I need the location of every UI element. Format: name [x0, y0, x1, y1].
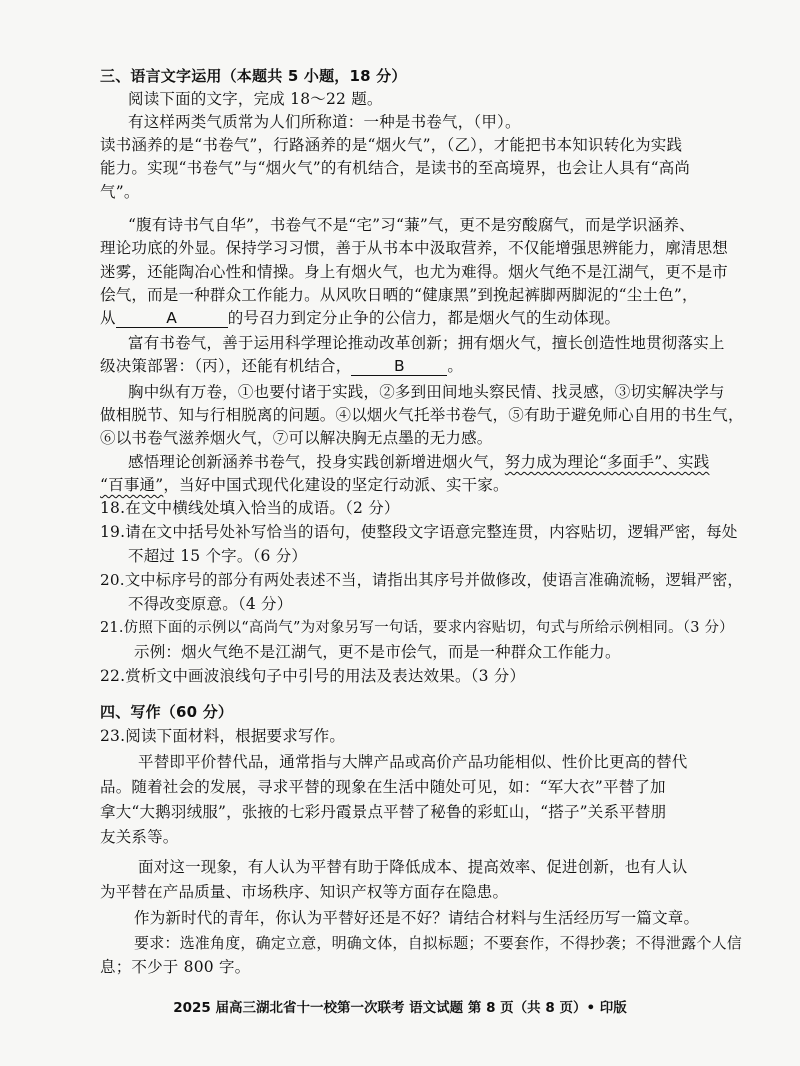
- passage-line: 迷雾，还能陶冶心性和情操。身上有烟火气，也尤为难得。烟火气绝不是江湖气，更不是市: [100, 263, 729, 281]
- passage-line: 侩气，而是一种群众工作能力。从风吹日晒的“健康黑”到挽起裤脚两脚泥的“尘土色”，: [100, 286, 698, 304]
- blank-a: A: [116, 310, 228, 328]
- wavy-underlined-text: “百事通”: [100, 476, 164, 494]
- question-18: 18.在文中横线处填入恰当的成语。（2 分）: [100, 499, 400, 517]
- passage-line: “腹有诗书气自华”，书卷气不是“宅”习“蒹”气，更不是穷酸腐气，而是学识涵养、: [128, 216, 695, 234]
- blank-b: B: [351, 358, 447, 376]
- line-a-suffix: 的号召力到定分止争的公信力，都是烟火气的生动体现。: [227, 309, 621, 327]
- passage-line: 能力。实现“书卷气”与“烟火气”的有机结合，是读书的至高境界，也会让人具有“高尚: [100, 159, 691, 177]
- passage-line-blank-b: [100, 356, 463, 376]
- passage-line: 气”。: [100, 183, 140, 201]
- question-23: 23.阅读下面材料，根据要求写作。: [100, 727, 346, 745]
- section3-heading: 三、语言文字运用（本题共 5 小题，18 分）: [100, 67, 407, 85]
- page-footer: 2025 届高三湖北省十一校第一次联考 语文试题 第 8 页（共 8 页）• 印版: [173, 1000, 627, 1016]
- passage-line-blank-a: [100, 308, 620, 328]
- writing-requirements: 要求：选准角度，确定立意，明确文体，自拟标题；不要套作，不得抄袭；不得泄露个人信: [134, 934, 743, 952]
- section3-intro: 阅读下面的文字，完成 18～22 题。: [128, 90, 383, 108]
- question-19: 19.请在文中括号处补写恰当的语句，使整段文字语意完整连贯，内容贴切，逻辑严密，每处: [100, 523, 738, 541]
- passage-line: 有这样两类气质常为人们所称道：一种是书卷气，（甲）。: [128, 113, 521, 131]
- wavy-underlined-text: 努力成为理论“多面手”、实践: [504, 453, 710, 471]
- material-line: 为平替在产品质量、市场秩序、知识产权等方面存在隐患。: [100, 883, 509, 901]
- material-line: 平替即平价替代品，通常指与大牌产品或高价产品功能相似、性价比更高的替代: [138, 753, 688, 771]
- line-b-prefix: 级决策部署：（丙），还能有机结合，: [100, 357, 352, 375]
- passage-line: ⑥以书卷气滋养烟火气，⑦可以解决胸无点墨的无力感。: [100, 429, 493, 447]
- question-22: 22.赏析文中画波浪线句子中引号的用法及表达效果。（3 分）: [100, 667, 526, 685]
- passage-line-wavy: [128, 452, 709, 472]
- question-20: 20.文中标序号的部分有两处表述不当，请指出其序号并做修改，使语言准确流畅，逻辑严密，: [100, 571, 743, 589]
- question-21: 21.仿照下面的示例以“高尚气”为对象另写一句话，要求内容贴切，句式与所给示例相同。（3 分）: [100, 620, 734, 636]
- section4-heading: 四、写作（60 分）: [100, 703, 234, 721]
- line-b-suffix: 。: [447, 357, 464, 375]
- writing-prompt: 作为新时代的青年，你认为平替好还是不好？请结合材料与生活经历写一篇文章。: [134, 909, 700, 927]
- question-19-cont: 不超过 15 个字。（6 分）: [128, 547, 308, 565]
- material-line: 品。随着社会的发展，寻求平替的现象在生活中随处可见，如：“军大衣”平替了加: [100, 778, 666, 796]
- material-line: 拿大“大鹅羽绒服”，张掖的七彩丹霞景点平替了秘鲁的彩虹山，“搭子”关系平替朋: [100, 803, 667, 821]
- question-21-example: 示例：烟火气绝不是江湖气，更不是市侩气，而是一种群众工作能力。: [134, 643, 621, 661]
- passage-line: 胸中纵有万卷，①也要付诸于实践，②多到田间地头察民情、找灵感，③切实解决学与: [128, 383, 725, 401]
- passage-line: 理论功底的外显。保持学习习惯，善于从书本中汲取营养，不仅能增强思辨能力，廓清思想: [100, 239, 729, 257]
- passage-line-wavy-end: [100, 475, 509, 495]
- passage-line: 做相脱节、知与行相脱离的问题。④以烟火气托举书卷气，⑤有助于避免师心自用的书生气，: [100, 406, 744, 424]
- writing-requirements-cont: 息；不少于 800 字。: [100, 958, 251, 976]
- material-line: 友关系等。: [100, 828, 179, 846]
- last-line-prefix: 感悟理论创新涵养书卷气，投身实践创新增进烟火气，: [128, 453, 505, 471]
- last-line-suffix: ，当好中国式现代化建设的坚定行动派、实干家。: [163, 476, 509, 494]
- passage-line: 富有书卷气，善于运用科学理论推动改革创新；拥有烟火气，擅长创造性地贯彻落实上: [128, 334, 725, 352]
- line-a-prefix: 从: [100, 309, 116, 327]
- passage-line: 读书涵养的是“书卷气”，行路涵养的是“烟火气”，（乙），才能把书本知识转化为实践: [100, 136, 683, 154]
- question-20-cont: 不得改变原意。（4 分）: [128, 595, 293, 613]
- material-line: 面对这一现象，有人认为平替有助于降低成本、提高效率、促进创新，也有人认: [138, 858, 688, 876]
